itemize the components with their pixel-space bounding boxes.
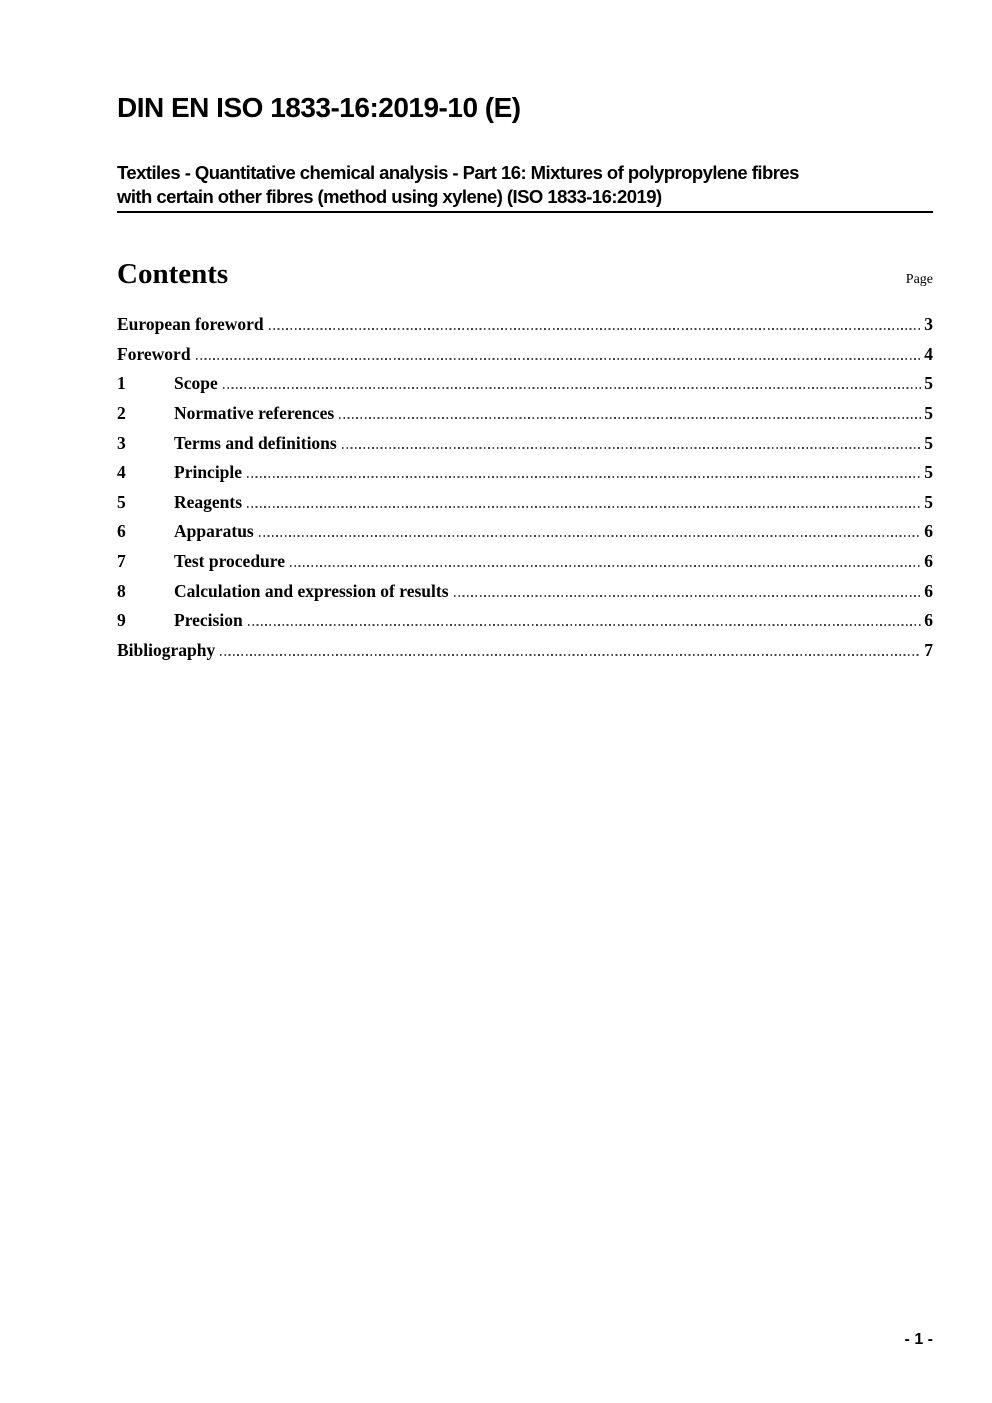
toc-entry-page: 6	[924, 610, 933, 631]
toc-entry[interactable]	[117, 458, 933, 488]
toc-entry-page: 5	[924, 432, 933, 453]
page-column-label: Page	[905, 272, 933, 287]
dot-leader	[220, 654, 921, 656]
toc-entry-page: 3	[924, 314, 933, 334]
document-title-line2: with certain other fibres (method using xylene) (ISO 1833-16:2019)	[117, 185, 662, 207]
document-title-line1: Textiles - Quantitative chemical analysis - Part 16: Mixtures of polypropylene fibres	[117, 162, 799, 183]
toc-entry-label: Reagents	[174, 491, 243, 512]
dot-leader	[454, 595, 922, 597]
toc-entry-number: 3	[117, 432, 126, 453]
toc-entry-page: 5	[924, 462, 933, 483]
toc-entry-number: 9	[117, 610, 126, 631]
toc-entry-label: Principle	[174, 462, 243, 483]
toc-entry-number: 5	[117, 491, 126, 512]
toc-entry[interactable]	[117, 606, 933, 636]
dot-leader	[196, 358, 922, 360]
toc-entry[interactable]	[117, 399, 933, 429]
document-title	[117, 161, 933, 213]
dot-leader	[290, 565, 921, 567]
toc-entry-number: 2	[117, 402, 126, 423]
dot-leader	[269, 328, 922, 330]
toc-entry-label: Apparatus	[174, 521, 254, 542]
toc-entry-number: 4	[117, 462, 126, 483]
toc-entry[interactable]	[117, 547, 933, 577]
toc-entry-number: 6	[117, 521, 126, 542]
dot-leader	[247, 476, 921, 478]
toc-entry-page: 6	[924, 551, 933, 572]
dot-leader	[247, 506, 921, 508]
dot-leader	[223, 387, 922, 389]
toc-entry[interactable]	[117, 577, 933, 607]
toc-entry-page: 5	[924, 491, 933, 512]
toc-entry[interactable]	[117, 310, 933, 340]
contents-header	[117, 256, 933, 292]
toc-entry-page: 5	[924, 402, 933, 423]
toc-entry-page: 7	[924, 640, 933, 661]
toc-entry-page: 6	[924, 521, 933, 542]
toc-entry-label: European foreword	[117, 314, 264, 334]
toc-entry-number: 1	[117, 373, 126, 394]
toc-entry-label: Normative references	[174, 402, 335, 423]
toc-entry-number: 7	[117, 551, 126, 572]
toc-entry[interactable]	[117, 636, 933, 666]
toc-entry-page: 5	[924, 373, 933, 394]
toc-entry-label: Scope	[174, 373, 218, 394]
toc-entry[interactable]	[117, 429, 933, 459]
toc-entry[interactable]	[117, 369, 933, 399]
table-of-contents	[117, 310, 933, 666]
toc-entry-page: 6	[924, 580, 933, 601]
toc-entry[interactable]	[117, 340, 933, 370]
dot-leader	[259, 535, 922, 537]
toc-entry-number: 8	[117, 580, 126, 601]
toc-entry-label: Foreword	[117, 343, 191, 364]
dot-leader	[339, 417, 921, 419]
toc-entry-label: Precision	[174, 610, 243, 631]
toc-entry[interactable]	[117, 488, 933, 518]
dot-leader	[248, 624, 922, 626]
toc-entry-label: Calculation and expression of results	[174, 580, 449, 601]
footer-page-number: - 1 -	[904, 1331, 933, 1348]
toc-entry-label: Test procedure	[174, 551, 285, 572]
document-designation: DIN EN ISO 1833-16:2019-10 (E)	[117, 92, 521, 123]
toc-entry-page: 4	[924, 343, 933, 364]
toc-entry-label: Terms and definitions	[174, 432, 337, 453]
dot-leader	[342, 447, 922, 449]
contents-heading: Contents	[117, 258, 229, 290]
toc-entry-label: Bibliography	[117, 640, 216, 661]
toc-entry[interactable]	[117, 517, 933, 547]
